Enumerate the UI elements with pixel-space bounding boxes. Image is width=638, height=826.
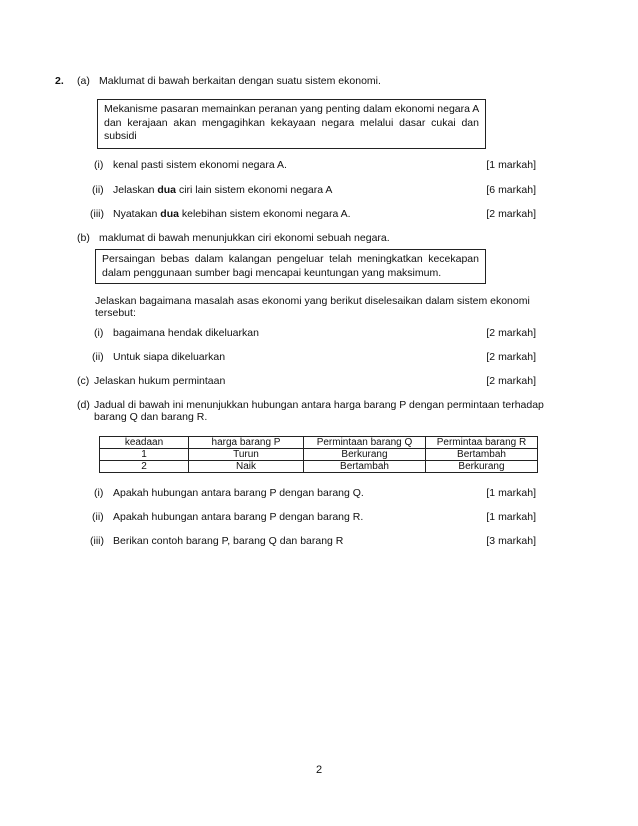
item-text-post: ciri lain sistem ekonomi negara A — [176, 184, 333, 196]
box-line: dan kerajaan akan mengagihkan kekayaan negara melalui dasar cukai dan — [104, 116, 479, 129]
item-number: (iii) — [90, 535, 104, 547]
item-text: Apakah hubungan antara barang P dengan barang Q. — [113, 487, 364, 499]
table-cell: 1 — [100, 449, 189, 461]
part-d-intro-line: barang Q dan barang R. — [94, 411, 208, 423]
item-marks: [2 markah] — [486, 208, 536, 220]
item-text-pre: Jelaskan — [113, 184, 158, 196]
item-text: Untuk siapa dikeluarkan — [113, 351, 226, 363]
part-b-explain-line: Jelaskan bagaimana masalah asas ekonomi yang berikut diselesaikan dalam sistem ekonomi — [95, 295, 530, 307]
table-cell: Bertambah — [304, 461, 426, 473]
item-text-post: kelebihan sistem ekonomi negara A. — [178, 208, 351, 220]
item-marks: [3 markah] — [486, 535, 536, 547]
table-cell: Berkurang — [304, 449, 426, 461]
table-cell: Naik — [189, 461, 304, 473]
item-marks: [1 markah] — [486, 159, 536, 171]
question-number: 2. — [55, 75, 64, 87]
item-marks: [2 markah] — [486, 327, 536, 339]
box-line: dalam penggunaan sumber bagi mencapai keuntungan yang maksimum. — [102, 266, 442, 279]
part-a-intro: Maklumat di bawah berkaitan dengan suatu sistem ekonomi. — [99, 75, 381, 87]
item-marks: [2 markah] — [486, 375, 536, 387]
part-b-label: (b) — [77, 232, 90, 244]
part-b-info-box — [95, 249, 486, 284]
item-text: kenal pasti sistem ekonomi negara A. — [113, 159, 287, 171]
relationship-table — [99, 436, 538, 473]
item-number: (ii) — [92, 184, 104, 196]
table-header-row — [100, 437, 538, 449]
table-header-cell: Permintaa barang R — [426, 437, 538, 449]
item-number: (i) — [94, 487, 104, 499]
table-cell: Bertambah — [426, 449, 538, 461]
table-cell: 2 — [100, 461, 189, 473]
item-text — [113, 208, 351, 220]
item-text — [113, 184, 332, 196]
part-c-label: (c) — [77, 375, 90, 387]
box-line: Mekanisme pasaran memainkan peranan yang penting dalam ekonomi negara A — [104, 103, 480, 115]
item-number: (i) — [94, 159, 104, 171]
part-a-label: (a) — [77, 75, 90, 87]
part-a-info-box — [97, 99, 486, 149]
item-number: (i) — [94, 327, 104, 339]
table-row — [100, 461, 538, 473]
item-number: (ii) — [92, 511, 104, 523]
item-text-pre: Nyatakan — [113, 208, 161, 220]
part-c-text: Jelaskan hukum permintaan — [94, 375, 226, 387]
item-number: (iii) — [90, 208, 104, 220]
emphasis: dua — [157, 184, 177, 196]
item-marks: [6 markah] — [486, 184, 536, 196]
table-cell: Berkurang — [426, 461, 538, 473]
box-line: Persaingan bebas dalam kalangan pengeluar telah meningkatkan kecekapan — [102, 253, 479, 265]
part-b-intro: maklumat di bawah menunjukkan ciri ekonomi sebuah negara. — [99, 232, 390, 244]
table-header-cell: harga barang P — [189, 437, 304, 449]
item-marks: [1 markah] — [486, 511, 536, 523]
part-b-explain-line: tersebut: — [95, 307, 136, 319]
item-marks: [2 markah] — [486, 351, 536, 363]
table-header-cell: Permintaan barang Q — [304, 437, 426, 449]
table-row — [100, 449, 538, 461]
item-text: Apakah hubungan antara barang P dengan barang R. — [113, 511, 364, 523]
table-cell: Turun — [189, 449, 304, 461]
part-d-label: (d) — [77, 399, 90, 411]
part-d-intro-line: Jadual di bawah ini menunjukkan hubungan antara harga barang P dengan permintaan terhadap — [94, 399, 544, 411]
item-number: (ii) — [92, 351, 104, 363]
box-line: subsidi — [104, 130, 137, 142]
table-header-cell: keadaan — [100, 437, 189, 449]
item-marks: [1 markah] — [486, 487, 536, 499]
item-text: bagaimana hendak dikeluarkan — [113, 327, 259, 339]
emphasis: dua — [160, 208, 179, 220]
item-text: Berikan contoh barang P, barang Q dan barang R — [113, 535, 344, 547]
page-number: 2 — [315, 764, 323, 776]
